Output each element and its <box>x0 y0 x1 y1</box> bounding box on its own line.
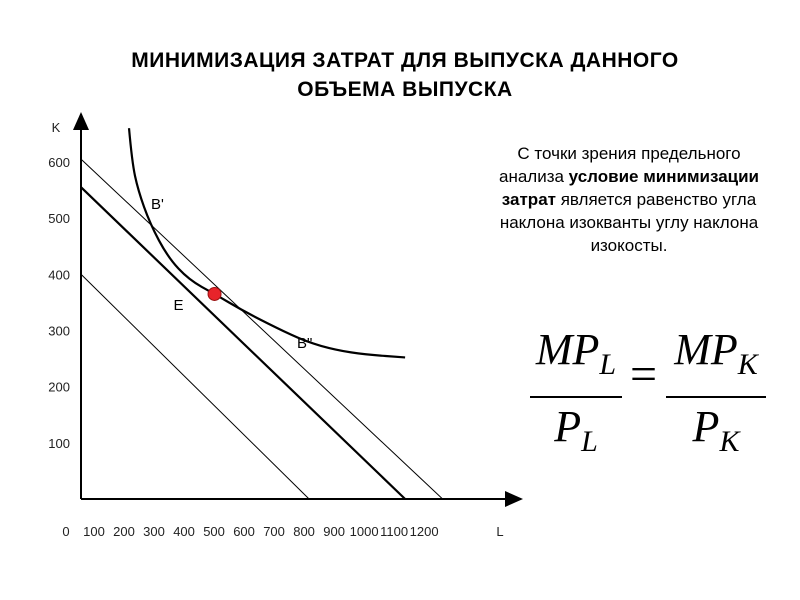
right-fraction <box>666 325 766 467</box>
x-tick-label: 500 <box>203 524 225 539</box>
left-numerator: $MP_L$ <box>535 325 617 381</box>
y-axis-label: K <box>51 120 61 135</box>
title-line-1: МИНИМИЗАЦИЯ ЗАТРАТ ДЛЯ ВЫПУСКА ДАННОГО <box>131 49 679 72</box>
x-axis-label: L <box>496 524 504 539</box>
x-tick-label: 900 <box>323 524 345 539</box>
equilibrium-point <box>208 287 221 300</box>
y-tick-label: 400 <box>48 267 70 283</box>
left-fraction <box>530 325 622 467</box>
x-tick-label: 1000 <box>349 524 379 539</box>
title-line-2: ОБЪЕМА ВЫПУСКА <box>297 78 513 101</box>
left-denominator: $P_L$ <box>554 402 598 458</box>
x-tick-label: 100 <box>83 524 105 539</box>
y-tick-label: 300 <box>48 323 70 339</box>
right-numerator: $MP_K$ <box>674 325 758 381</box>
point-label-b-double-prime: B" <box>297 335 313 352</box>
x-tick-label: 300 <box>143 524 165 539</box>
explanation-bold: условие минимизации затрат <box>501 167 760 209</box>
right-denominator: $P_K$ <box>692 402 740 458</box>
x-tick-label: 1100 <box>380 524 409 539</box>
point-label-b-prime: B' <box>151 196 164 213</box>
isocost-line <box>81 187 405 499</box>
isocost-line <box>81 274 309 499</box>
x-tick-label: 200 <box>113 524 135 539</box>
x-tick-label: 800 <box>293 524 315 539</box>
y-tick-label: 100 <box>48 435 70 451</box>
x-tick-label: 600 <box>233 524 255 539</box>
x-tick-label: 400 <box>173 524 195 539</box>
left-fraction-bar <box>530 396 622 398</box>
explanation-part-2: является равенство угла наклона изокванты углу наклона изокосты. <box>499 190 759 255</box>
y-tick-label: 200 <box>48 379 70 395</box>
point-label-e: E <box>173 296 184 314</box>
cost-min-formula <box>530 325 780 458</box>
y-tick-label: 600 <box>48 154 70 170</box>
equals-sign: = <box>630 348 658 401</box>
x-tick-label: 1200 <box>409 524 439 539</box>
isocost-line <box>81 159 443 499</box>
explanation-text <box>488 142 770 257</box>
origin-label: 0 <box>62 524 70 539</box>
right-fraction-bar <box>666 396 766 398</box>
x-tick-label: 700 <box>263 524 285 539</box>
y-tick-label: 500 <box>48 211 70 227</box>
explanation-part-1: С точки зрения предельного анализа <box>498 144 741 186</box>
